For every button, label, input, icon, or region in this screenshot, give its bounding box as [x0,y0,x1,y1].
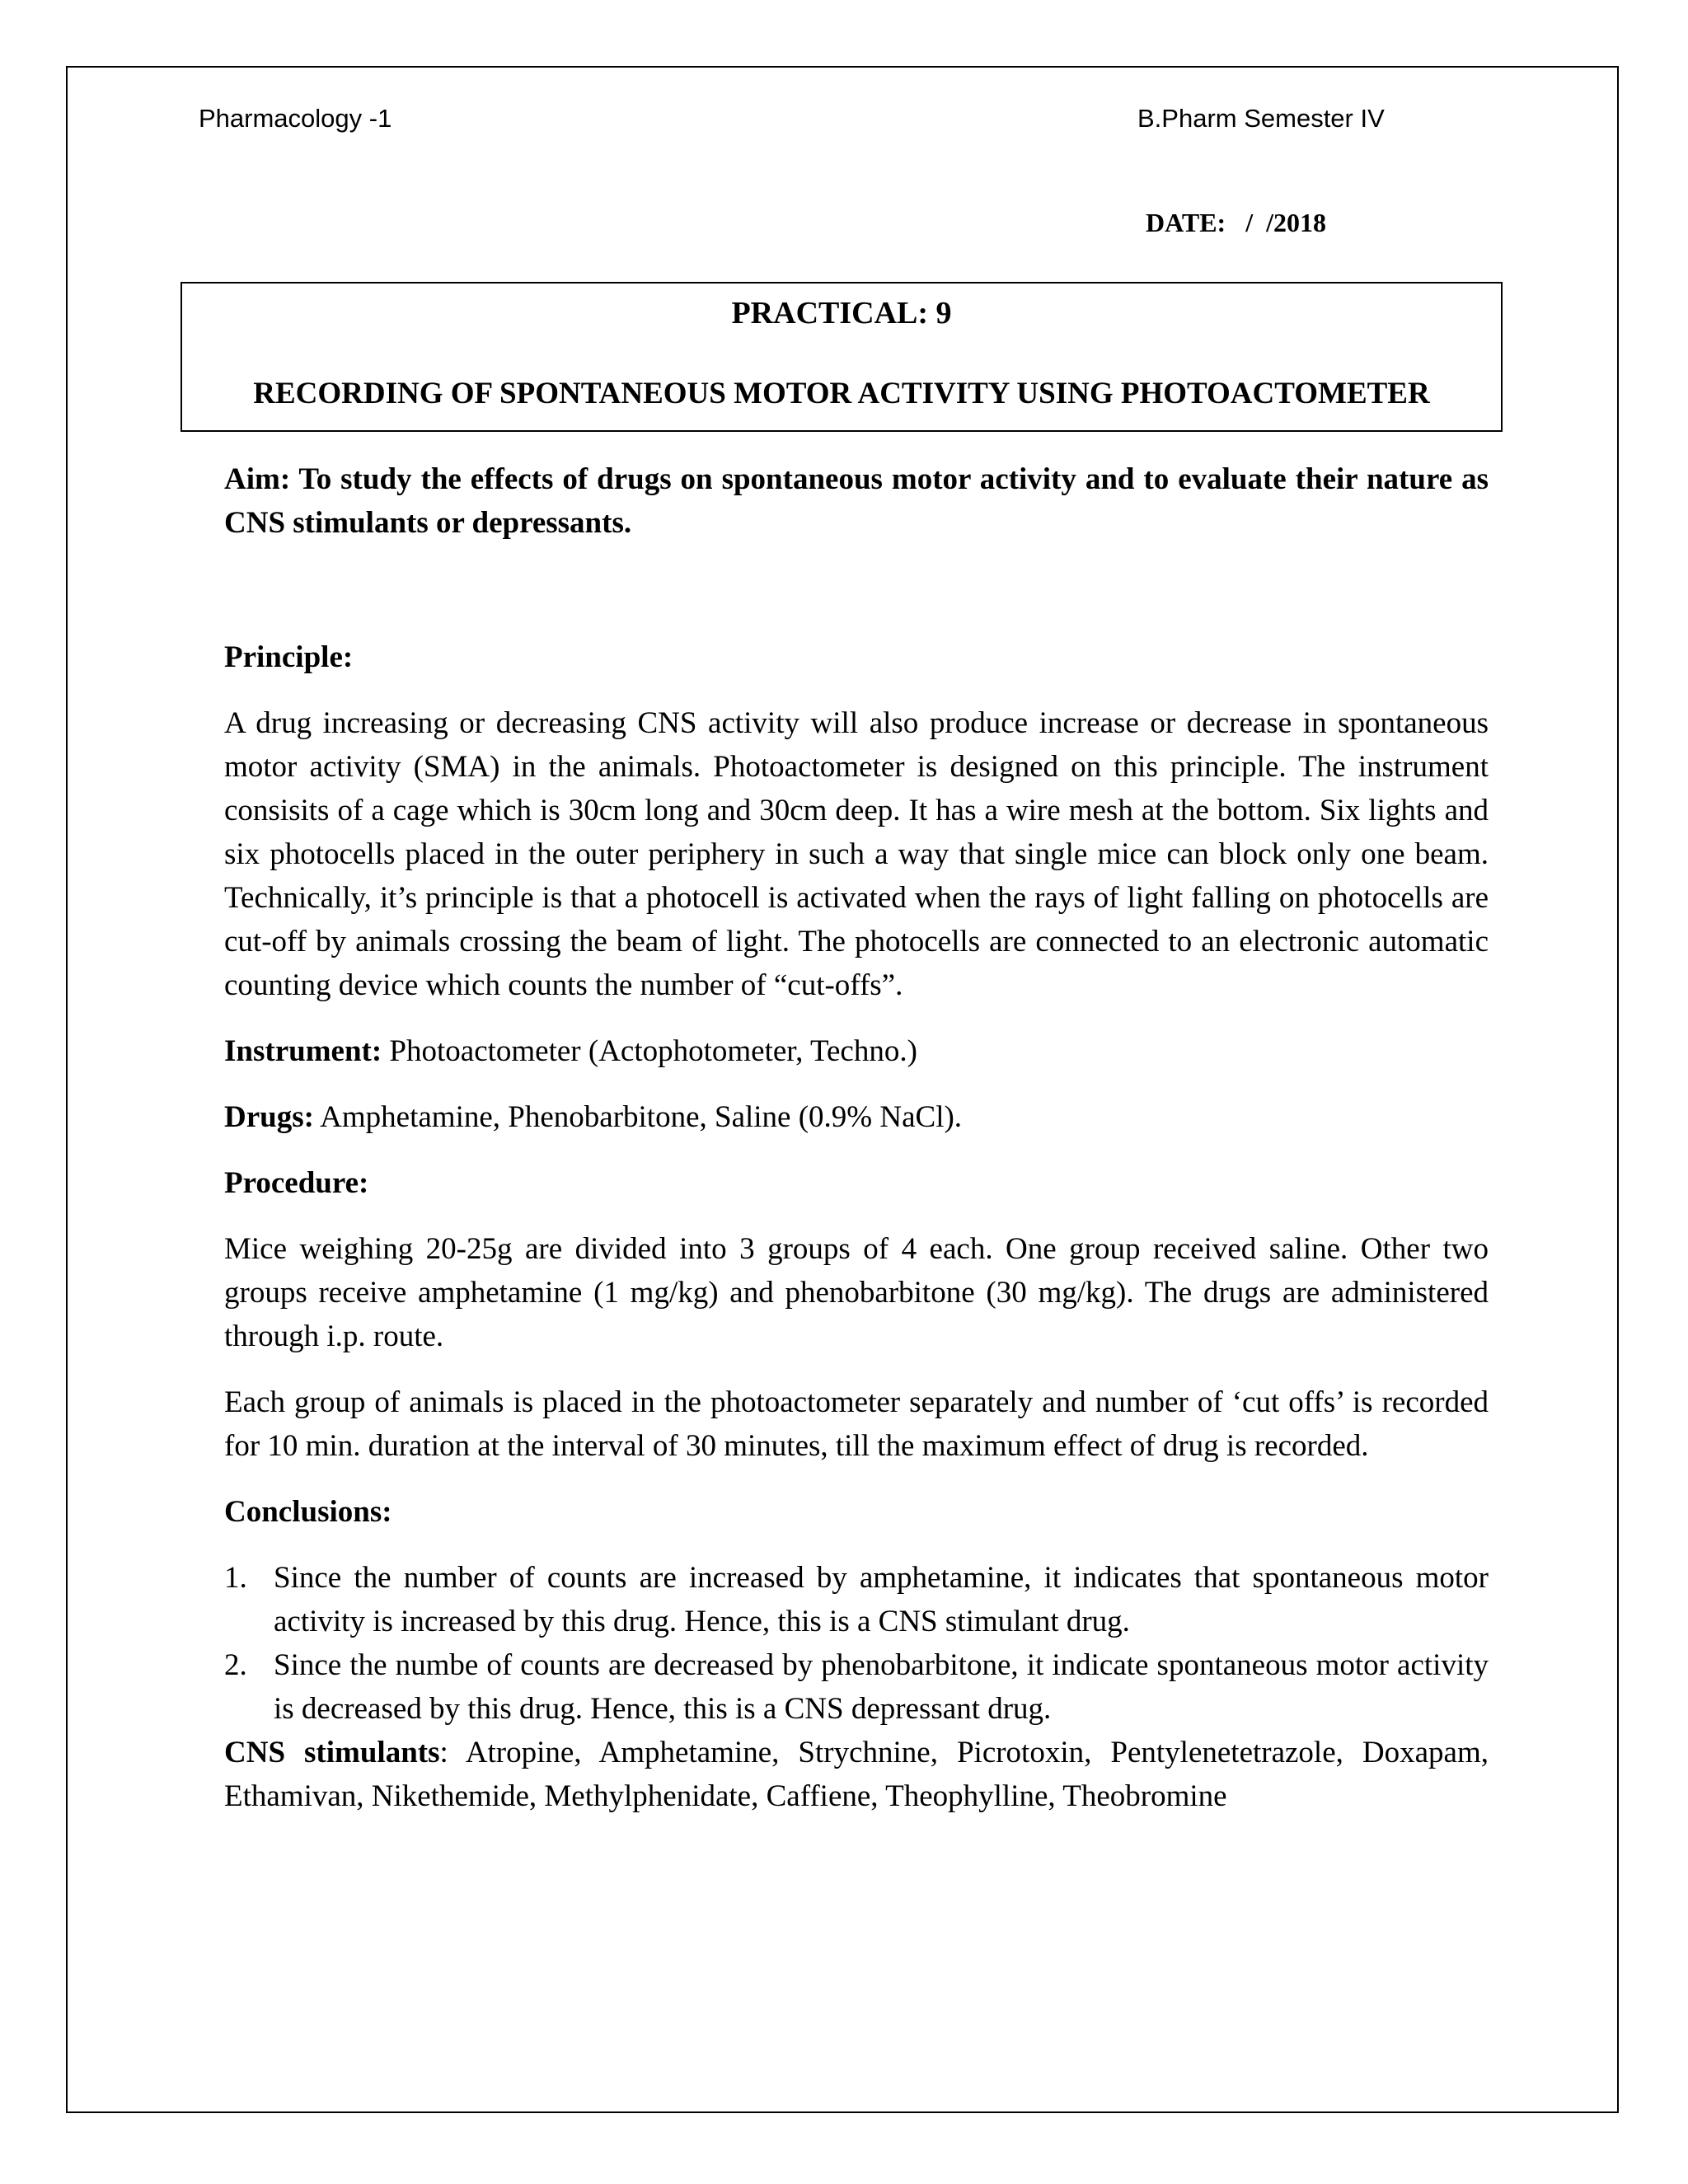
list-item-text: Since the number of counts are increased by amphetamine, it indicates that spontaneous motor activity is increased by this drug. Hence, this is a CNS stimulant drug. [274,1561,1489,1638]
list-item-text: Since the numbe of counts are decreased by phenobarbitone, it indicate spontaneous motor activity is decreased by this drug. Hence, this is a CNS depressant drug. [274,1648,1489,1726]
title-box [181,282,1503,432]
procedure-heading: Procedure: [224,1166,369,1200]
instrument-label: Instrument: [224,1034,382,1068]
list-item-number: 1. [224,1561,247,1595]
drugs-line [224,1095,1489,1139]
list-item-number: 2. [224,1648,247,1682]
principle-heading: Principle: [224,640,354,674]
conclusions-heading: Conclusions: [224,1495,392,1529]
instrument-text: Photoactometer (Actophotometer, Techno.) [382,1034,917,1068]
procedure-paragraph-1: Mice weighing 20-25g are divided into 3 groups of 4 each. One group received saline. Other two groups receive amphetamine (1 mg/kg) and phenobarbitone (30 mg/kg). The drugs are administered through i.p. route. [224,1232,1489,1353]
document-body [224,457,1489,1818]
drugs-text: Amphetamine, Phenobarbitone, Saline (0.9% NaCl). [313,1100,963,1134]
cns-stimulants-text: : Atropine, Amphetamine, Strychnine, Picrotoxin, Pentylenetetrazole, Doxapam, Ethamivan, Nikethemide, Methylphenidate, Caffiene, Theophylline, Theobromine [224,1736,1489,1813]
principle-paragraph: A drug increasing or decreasing CNS activity will also produce increase or decrease in spontaneous motor activity (SMA) in the animals. Photoactometer is designed on this principle. The instrument consisits of a cage which is 30cm long and 30cm deep. It has a wire mesh at the bottom. Six lights and six photocells placed in the outer periphery in such a way that single mice can block only one beam. Technically, it’s principle is that a photocell is activated when the rays of light falling on photocells are cut-off by animals crossing the beam of light. The photocells are connected to an electronic automatic counting device which counts the number of “cut-offs”. [224,706,1489,1002]
program-semester: B.Pharm Semester IV [1137,104,1385,133]
instrument-line [224,1029,1489,1073]
date-field: DATE: / /2018 [1146,208,1326,237]
list-item [224,1556,1489,1643]
course-name: Pharmacology -1 [199,104,392,133]
drugs-label: Drugs: [224,1100,314,1134]
aim-paragraph: Aim: To study the effects of drugs on spontaneous motor activity and to evaluate their nature as CNS stimulants or depressants. [224,462,1489,540]
procedure-paragraph-2: Each group of animals is placed in the photoactometer separately and number of ‘cut offs’ is recorded for 10 min. duration at the interval of 30 minutes, till the maximum effect of drug is recorded. [224,1385,1489,1463]
cns-stimulants-line [224,1731,1489,1818]
practical-title: RECORDING OF SPONTANEOUS MOTOR ACTIVITY USING PHOTOACTOMETER [253,377,1430,410]
conclusions-list [224,1556,1489,1731]
cns-stimulants-label: CNS stimulants [224,1736,440,1769]
list-item [224,1643,1489,1731]
practical-number: PRACTICAL: 9 [731,296,952,330]
